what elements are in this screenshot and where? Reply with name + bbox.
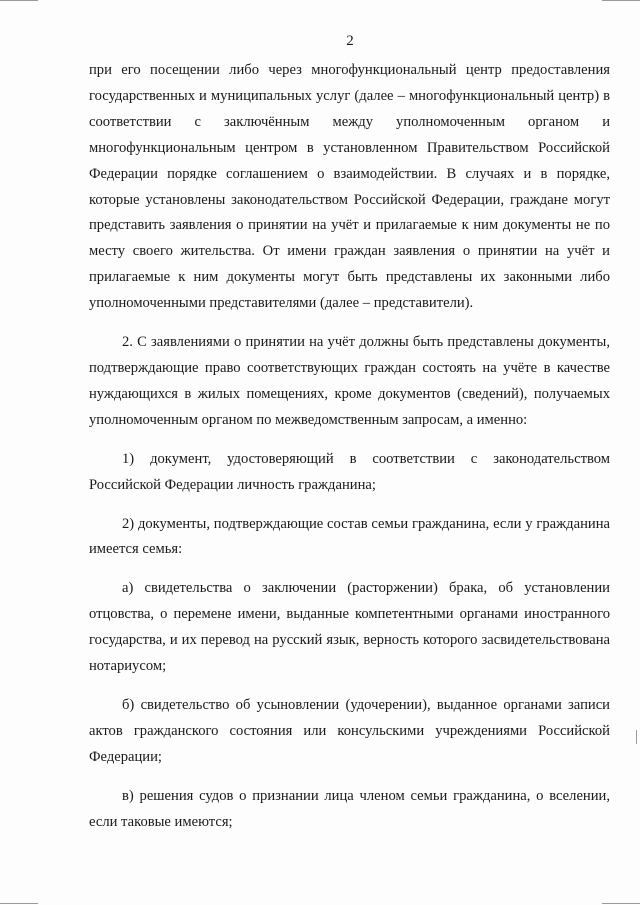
paragraph-subitem-v: в) решения судов о признании лица членом семьи гражданина, о вселении, если таковые имеются; bbox=[89, 787, 610, 830]
scan-mark-top-left bbox=[0, 0, 38, 1]
paragraph-subitem-b: б) свидетельство об усыновлении (удочерении), выданное органами записи актов гражданского состояния или консульскими учреждениями Российской Федерации; bbox=[89, 696, 610, 765]
document-body bbox=[89, 58, 610, 835]
scan-mark-right-edge bbox=[636, 730, 637, 744]
scan-mark-top-right bbox=[602, 0, 640, 1]
paragraph-subitem-1: 1) документ, удостоверяющий в соответствии с законодательством Российской Федерации личность гражданина; bbox=[89, 450, 610, 493]
scan-mark-bottom-right bbox=[602, 903, 640, 904]
paragraph-subitem-2: 2) документы, подтверждающие состав семьи гражданина, если у гражданина имеется семья: bbox=[89, 515, 610, 558]
paragraph-continuation: при его посещении либо через многофункциональный центр предоставления государственных и муниципальных услуг (далее – многофункциональный центр) в соответствии с заключённым между уполномоченным органом и многофункциональным центром в установленном Правительством Российской Федерации порядке соглашением о взаимодействии. В случаях и в порядке, которые установлены законодательством Российской Федерации, граждане могут представить заявления о принятии на учёт и прилагаемые к ним документы не по месту своего жительства. От имени граждан заявления о принятии на учёт и прилагаемые к ним документы могут быть представлены их законными либо уполномоченными представителями (далее – представители). bbox=[89, 62, 610, 312]
paragraph-item-2: 2. С заявлениями о принятии на учёт должны быть представлены документы, подтверждающие право соответствующих граждан состоять на учёте в качестве нуждающихся в жилых помещениях, кроме документов (сведений), получаемых уполномоченным органом по межведомственным запросам, а именно: bbox=[89, 334, 610, 428]
page-number: 2 bbox=[346, 33, 354, 49]
scan-mark-bottom-left bbox=[0, 903, 38, 904]
paragraph-subitem-a: а) свидетельства о заключении (расторжении) брака, об установлении отцовства, о перемене имени, выданные компетентными органами иностранного государства, и их перевод на русский язык, верность которого засвидетельствована нотариусом; bbox=[89, 580, 610, 675]
